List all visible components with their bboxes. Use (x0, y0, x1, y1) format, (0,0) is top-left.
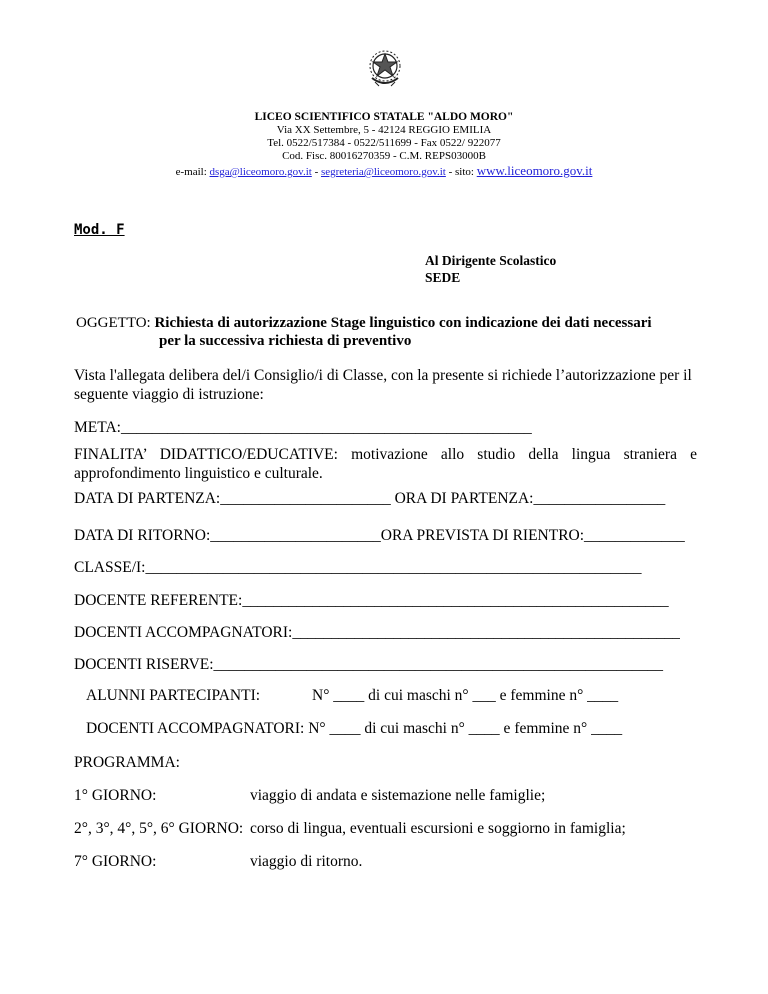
email-separator: - (311, 166, 321, 178)
school-codes: Cod. Fisc. 80016270359 - C.M. REPS03000B (282, 150, 486, 162)
subject-text-2: per la successiva richiesta di preventivo (159, 333, 412, 349)
ritorno-field: DATA DI RITORNO:______________________ORA PREVISTA DI RIENTRO:_____________ (74, 527, 685, 544)
programma-title: PROGRAMMA: (74, 754, 180, 771)
program-row-activity: corso di lingua, eventuali escursioni e soggiorno in famiglia; (250, 820, 626, 837)
email-dsga-link[interactable]: dsga@liceomoro.gov.it (209, 166, 312, 178)
referente-field: DOCENTE REFERENTE:_______________________________________________________ (74, 592, 669, 609)
intro-paragraph: Vista l'allegata delibera del/i Consiglio/i di Classe, con la presente si richiede l’autorizzazione per il seguente viaggio di istruzione: (74, 367, 692, 403)
meta-field: META:_____________________________________________________ (74, 419, 532, 436)
recipient-line-2: SEDE (425, 270, 461, 285)
school-phones: Tel. 0522/517384 - 0522/511699 - Fax 0522/ 922077 (267, 137, 501, 149)
finalita-field: FINALITA’ DIDATTICO/EDUCATIVE: motivazione allo studio della lingua straniera e approfondimento linguistico e culturale. (74, 446, 697, 482)
program-row-activity: viaggio di andata e sistemazione nelle famiglie; (250, 787, 546, 804)
subject-text-1: Richiesta di autorizzazione Stage linguistico con indicazione dei dati necessari (154, 315, 652, 331)
program-row-day: 2°, 3°, 4°, 5°, 6° GIORNO: (74, 820, 244, 837)
recipient-line-1: Al Dirigente Scolastico (425, 253, 557, 268)
email-prefix: e-mail: (175, 166, 210, 178)
subject-line-1 (76, 315, 652, 332)
school-contacts (0, 163, 768, 179)
alunni-values: N° ____ di cui maschi n° ___ e femmine n° ____ (312, 687, 619, 704)
program-row-day: 7° GIORNO: (74, 853, 157, 870)
website-link[interactable]: www.liceomoro.gov.it (476, 163, 593, 178)
email-segreteria-link[interactable]: segreteria@liceomoro.gov.it (320, 166, 446, 178)
school-name: LICEO SCIENTIFICO STATALE "ALDO MORO" (254, 111, 514, 123)
site-prefix: - sito: (445, 166, 477, 178)
program-row-activity: viaggio di ritorno. (250, 853, 363, 870)
riserve-field: DOCENTI RISERVE:__________________________________________________________ (74, 656, 664, 673)
accompagnatori-field: DOCENTI ACCOMPAGNATORI:__________________________________________________ (74, 624, 680, 641)
school-address: Via XX Settembre, 5 - 42124 REGGIO EMILIA (276, 124, 492, 136)
alunni-label: ALUNNI PARTECIPANTI: (86, 687, 261, 704)
republic-emblem-icon (367, 48, 403, 90)
partenza-field: DATA DI PARTENZA:______________________ ORA DI PARTENZA:_________________ (74, 490, 666, 507)
docenti-counts: DOCENTI ACCOMPAGNATORI: N° ____ di cui maschi n° ____ e femmine n° ____ (86, 720, 623, 737)
subject-label: OGGETTO: (76, 315, 155, 331)
program-row-day: 1° GIORNO: (74, 787, 157, 804)
form-code: Mod. F (74, 222, 125, 238)
classe-field: CLASSE/I:________________________________________________________________ (74, 559, 642, 576)
